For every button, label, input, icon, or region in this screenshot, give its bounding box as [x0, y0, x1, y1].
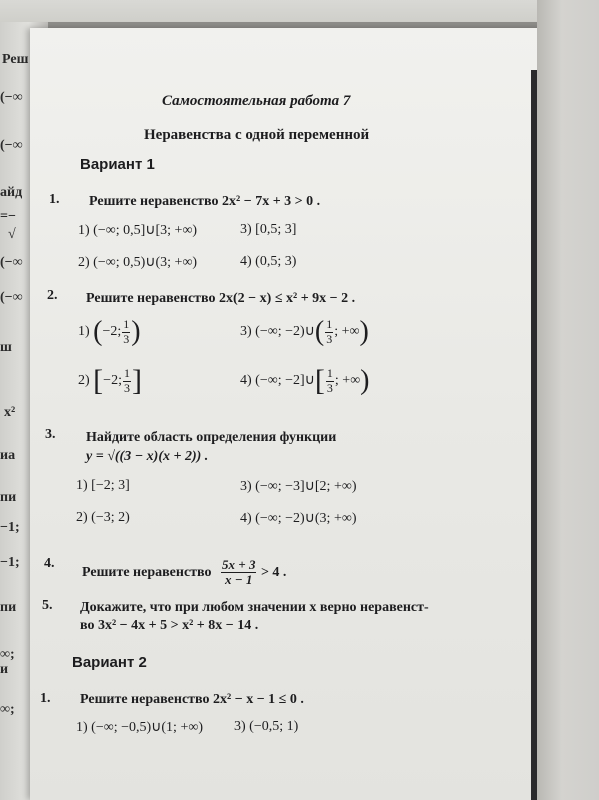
margin-fragment: ш — [0, 340, 12, 355]
question-number: 1. — [49, 192, 60, 207]
answer-option: 1) [−2; 3] — [76, 478, 130, 493]
answer-option — [240, 364, 370, 398]
option-interval-start: −2; — [102, 324, 122, 340]
answer-option — [78, 316, 141, 348]
answer-option: 2) (−3; 2) — [76, 510, 130, 525]
answer-option: 2) (−∞; 0,5)∪(3; +∞) — [78, 255, 198, 270]
question-number: 4. — [44, 556, 55, 571]
option-interval-end: ; +∞ — [334, 373, 361, 389]
fraction — [325, 318, 333, 345]
margin-fragment: (−∞ — [0, 138, 23, 153]
fraction-numerator: 1 — [123, 317, 130, 332]
fraction-numerator: 1 — [326, 317, 333, 332]
question-4-tail: > 4 . — [260, 565, 287, 581]
margin-fragment: ∞; — [0, 647, 15, 662]
margin-fragment: x² — [4, 405, 16, 420]
margin-fragment: =− — [0, 209, 16, 224]
fraction-denominator: 3 — [123, 331, 130, 346]
question-1-text: Решите неравенство 2x² − 7x + 3 > 0 . — [89, 194, 321, 209]
question-4-text — [82, 558, 286, 588]
page-edge — [531, 70, 537, 800]
option-interval-start: (−∞; −2]∪ — [255, 373, 315, 389]
question-5-line-1: Докажите, что при любом значении x верно неравенст- — [80, 600, 429, 615]
answer-option: 1) (−∞; 0,5]∪[3; +∞) — [78, 223, 198, 238]
top-strip — [0, 0, 599, 22]
answer-option: 3) (−∞; −3]∪[2; +∞) — [240, 479, 357, 494]
option-label: 4) — [240, 373, 252, 389]
right-shadow — [537, 0, 599, 800]
option-label: 2) — [78, 373, 90, 389]
variant-2-question-1-text: Решите неравенство 2x² − x − 1 ≤ 0 . — [80, 692, 304, 707]
option-interval-end: ; +∞ — [334, 324, 360, 340]
answer-option: 3) [0,5; 3] — [240, 222, 297, 237]
answer-option — [240, 316, 369, 348]
variant-2-heading: Вариант 2 — [72, 654, 147, 671]
answer-option: 3) (−0,5; 1) — [234, 719, 299, 734]
margin-fragment: (−∞ — [0, 255, 23, 270]
option-label: 3) — [240, 324, 252, 340]
fraction-denominator: 3 — [123, 380, 130, 395]
fraction-denominator: 3 — [326, 380, 333, 395]
close-paren: ) — [131, 316, 141, 347]
open-bracket: [ — [93, 364, 104, 397]
fraction — [326, 367, 334, 394]
option-interval-start: −2; — [103, 373, 122, 389]
variant-1-heading: Вариант 1 — [80, 156, 155, 173]
close-paren: ) — [360, 365, 370, 396]
question-4-label: Решите неравенство — [82, 565, 212, 581]
margin-fragment: и — [0, 662, 9, 677]
fraction-denominator: x − 1 — [225, 572, 253, 588]
option-interval-start: (−∞; −2)∪ — [255, 324, 315, 340]
margin-fragment: Реш — [2, 52, 29, 67]
margin-fragment: −1; — [0, 555, 20, 570]
fraction-denominator: 3 — [326, 331, 333, 346]
margin-fragment: (−∞ — [0, 90, 23, 105]
margin-fragment: ∞; — [0, 702, 15, 717]
answer-option: 4) (−∞; −2)∪(3; +∞) — [240, 511, 357, 526]
margin-fragment: −1; — [0, 520, 20, 535]
answer-option: 1) (−∞; −0,5)∪(1; +∞) — [76, 720, 203, 735]
fraction — [123, 367, 131, 394]
question-3-text: Найдите область определения функции — [86, 430, 337, 445]
fraction-numerator: 1 — [123, 366, 130, 381]
margin-fragment: иа — [0, 448, 16, 463]
page-subtitle: Неравенства с одной переменной — [144, 127, 370, 143]
fraction-numerator: 5x + 3 — [222, 557, 256, 572]
fraction — [221, 558, 256, 588]
question-3-formula: y = √((3 − x)(x + 2)) . — [86, 449, 209, 464]
open-paren: ( — [93, 316, 103, 347]
open-paren: ( — [314, 316, 325, 347]
margin-fragment: (−∞ — [0, 290, 23, 305]
margin-fragment: пи — [0, 490, 17, 505]
option-label: 1) — [78, 324, 90, 340]
answer-option — [78, 364, 142, 398]
margin-fragment: пи — [0, 600, 17, 615]
close-paren: ) — [359, 316, 369, 347]
open-bracket: [ — [314, 364, 325, 397]
page-title: Самостоятельная работа 7 — [162, 93, 351, 109]
question-5-line-2: во 3x² − 4x + 5 > x² + 8x − 14 . — [80, 618, 259, 633]
question-2-text: Решите неравенство 2x(2 − x) ≤ x² + 9x − 2 . — [86, 291, 356, 306]
answer-option: 4) (0,5; 3) — [240, 254, 297, 269]
margin-fragment: √ — [8, 227, 16, 242]
question-number: 2. — [47, 288, 58, 303]
fraction-numerator: 1 — [326, 366, 333, 381]
question-number: 3. — [45, 427, 56, 442]
close-bracket: ] — [131, 364, 142, 397]
question-number: 1. — [40, 691, 51, 706]
question-number: 5. — [42, 598, 53, 613]
fraction — [122, 318, 130, 345]
margin-fragment: айд — [0, 185, 23, 200]
